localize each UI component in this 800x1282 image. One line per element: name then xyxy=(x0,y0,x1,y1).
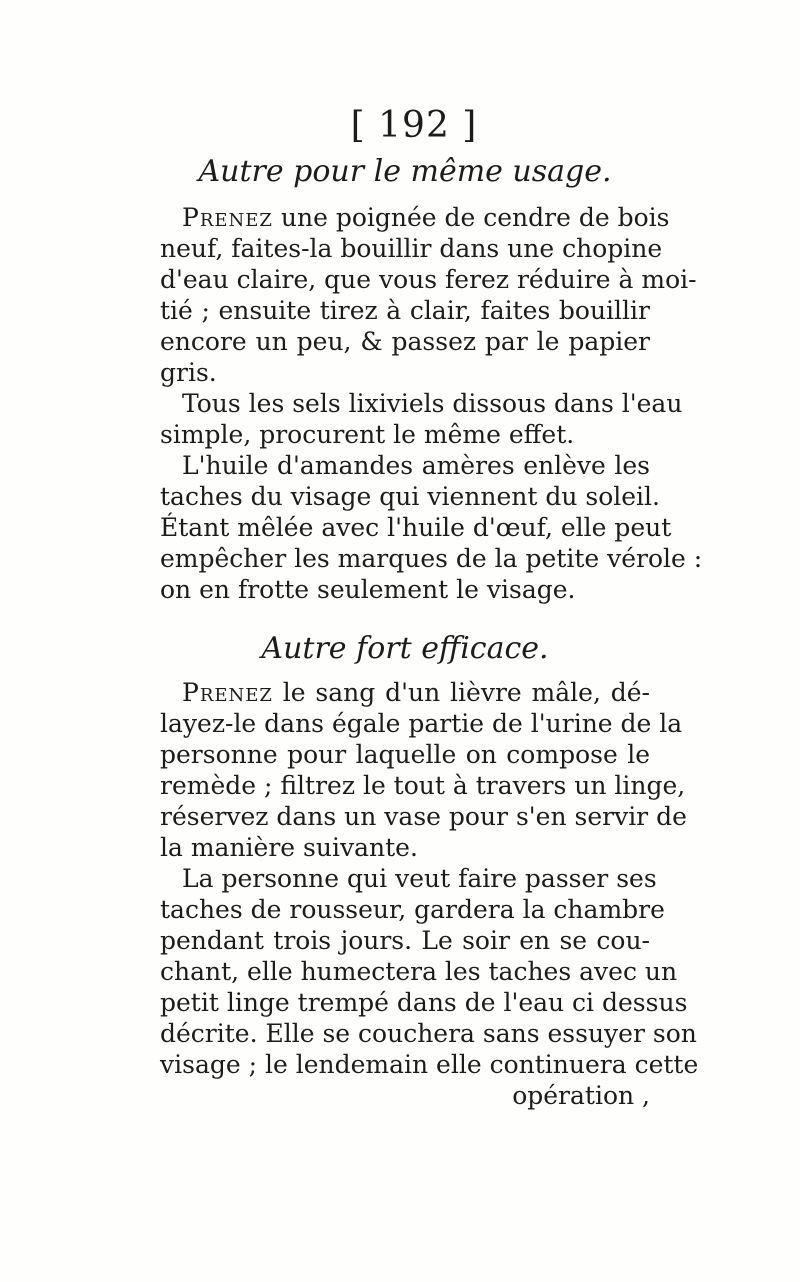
text-line: pendant trois jours. Le soir en se cou- xyxy=(160,926,650,955)
text-line: personne pour laquelle on compose le xyxy=(160,740,650,769)
text-line: La personne qui veut faire passer ses xyxy=(182,864,657,893)
paragraph-4 xyxy=(160,677,687,863)
text-line: Prenez une poignée de cendre de bois xyxy=(182,203,670,232)
paragraph-1 xyxy=(160,202,697,388)
text-line: Prenez le sang d'un lièvre mâle, dé- xyxy=(182,678,650,707)
paragraph-3 xyxy=(160,450,703,605)
text-line: décrite. Elle se couchera sans essuyer son xyxy=(160,1019,697,1048)
text-line: taches du visage qui viennent du soleil. xyxy=(160,482,660,511)
text-line: gris. xyxy=(160,358,217,387)
text-line: Tous les sels lixiviels dissous dans l'eau xyxy=(182,389,683,418)
paragraph-5 xyxy=(160,863,699,1080)
text-line: neuf, faites-la bouillir dans une chopine xyxy=(160,234,663,263)
text-line: on en frotte seulement le visage. xyxy=(160,575,576,604)
text-line: encore un peu, & passez par le papier xyxy=(160,327,650,356)
text-line: tié ; ensuite tirez à clair, faites bouillir xyxy=(160,296,650,325)
text-line: layez-le dans égale partie de l'urine de la xyxy=(160,709,683,738)
text-line: chant, elle humectera les taches avec un xyxy=(160,957,678,986)
catchword: opération , xyxy=(512,1081,650,1110)
text-line: visage ; le lendemain elle continuera cette xyxy=(160,1050,699,1079)
text-line: remède ; filtrez le tout à travers un linge, xyxy=(160,771,686,800)
text-line: d'eau claire, que vous ferez réduire à moi- xyxy=(160,265,697,294)
text-line: L'huile d'amandes amères enlève les xyxy=(182,451,650,480)
section-heading-2: Autre fort efficace. xyxy=(261,631,549,666)
text-line: taches de rousseur, gardera la chambre xyxy=(160,895,665,924)
lead-word: Prenez xyxy=(182,678,273,707)
text-line: empêcher les marques de la petite vérole : xyxy=(160,544,703,573)
paragraph-2 xyxy=(160,388,683,450)
text-line: petit linge trempé dans de l'eau ci dessus xyxy=(160,988,688,1017)
text-line: la manière suivante. xyxy=(160,833,418,862)
section-heading-1: Autre pour le même usage. xyxy=(198,154,612,189)
text-line: réservez dans un vase pour s'en servir de xyxy=(160,802,687,831)
lead-word: Prenez xyxy=(182,203,273,232)
text-line: Étant mêlée avec l'huile d'œuf, elle peut xyxy=(160,513,672,542)
text-line: simple, procurent le même effet. xyxy=(160,420,575,449)
page-number: [ 192 ] xyxy=(350,105,478,146)
text-block xyxy=(160,100,703,1111)
